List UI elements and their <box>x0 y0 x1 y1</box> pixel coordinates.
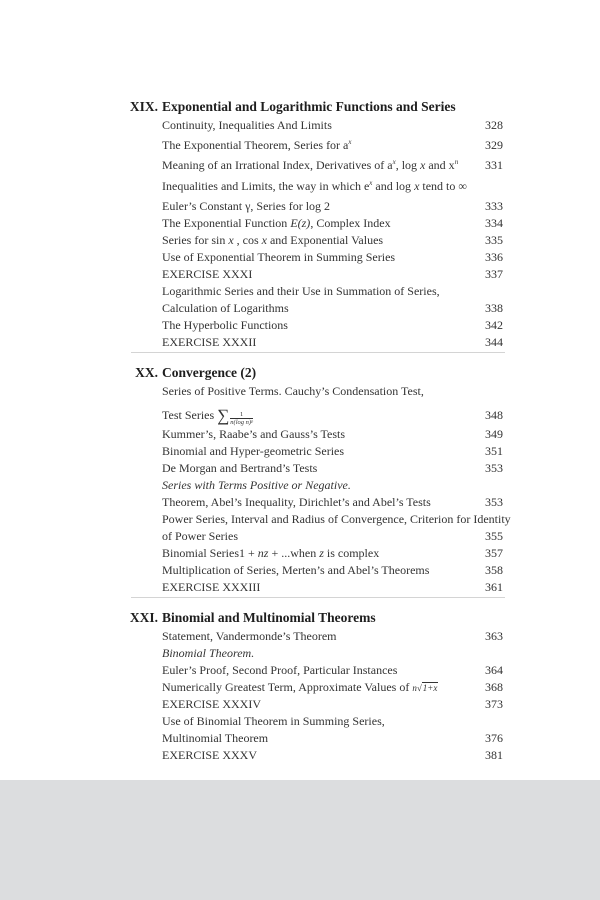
toc-entry[interactable] <box>162 137 503 154</box>
toc-entry[interactable] <box>162 426 503 443</box>
entry-title: Use of Binomial Theorem in Summing Series, <box>162 714 385 728</box>
entry-page: 333 <box>485 199 503 213</box>
entry-title: Series for sin x , cos x and Exponential Values <box>162 233 384 247</box>
entry-title: EXERCISE XXXIII <box>162 580 261 594</box>
toc-entry[interactable] <box>162 713 503 730</box>
entry-title: The Hyperbolic Functions <box>162 318 288 332</box>
entry-page: 328 <box>485 118 503 132</box>
entry-page: 355 <box>485 529 503 543</box>
entry-title: Multinomial Theorem <box>162 731 269 745</box>
toc-entry[interactable] <box>162 747 503 764</box>
entry-title: Logarithmic Series and their Use in Summation of Series, <box>162 284 440 298</box>
radical-expression: n√1+x <box>412 683 438 693</box>
entry-page: 376 <box>485 731 503 745</box>
entry-title: Series of Positive Terms. Cauchy’s Condensation Test, <box>162 384 424 398</box>
toc-entry[interactable] <box>162 730 503 747</box>
entry-page: 337 <box>485 267 503 281</box>
entry-page: 336 <box>485 250 503 264</box>
entry-page: 353 <box>485 495 503 509</box>
entry-title: Calculation of Logarithms <box>162 301 289 315</box>
entry-page: 334 <box>485 216 503 230</box>
entry-page: 335 <box>485 233 503 247</box>
entry-title: Continuity, Inequalities And Limits <box>162 118 332 132</box>
entry-page: 357 <box>485 546 503 560</box>
entry-page: 338 <box>485 301 503 315</box>
chapter-title: Convergence (2) <box>162 365 257 380</box>
toc-entry[interactable] <box>162 215 503 232</box>
toc-entry[interactable] <box>162 562 503 579</box>
viewer-background <box>0 780 600 900</box>
entry-page: 381 <box>485 748 503 762</box>
entry-page: 344 <box>485 335 503 349</box>
chapter-number: XXI. <box>129 610 158 625</box>
summation-symbol: ∑ <box>217 406 230 425</box>
toc-entry[interactable] <box>162 266 503 283</box>
toc-entry[interactable] <box>162 317 503 334</box>
entry-title: Binomial Theorem. <box>162 646 255 660</box>
toc-entry[interactable] <box>162 679 503 696</box>
entry-page: 364 <box>485 663 503 677</box>
toc-entry[interactable] <box>162 300 503 317</box>
toc-entry[interactable] <box>162 511 511 528</box>
toc-entry[interactable] <box>162 528 503 545</box>
entry-page: 361 <box>485 580 503 594</box>
entry-page: 342 <box>485 318 503 332</box>
toc-entry[interactable] <box>162 443 503 460</box>
entry-title: Numerically Greatest Term, Approximate Values of n√1+x <box>162 680 438 694</box>
entry-title: Euler’s Constant γ, Series for log 2 <box>162 199 331 213</box>
toc-entry[interactable] <box>162 696 503 713</box>
entry-title: EXERCISE XXXI <box>162 267 253 281</box>
entry-page: 373 <box>485 697 503 711</box>
toc-entry[interactable] <box>162 334 503 351</box>
entry-title: EXERCISE XXXII <box>162 335 257 349</box>
chapter-heading-xxi <box>0 610 600 630</box>
chapter-number: XIX. <box>129 99 158 114</box>
toc-entry[interactable] <box>162 579 503 596</box>
entry-title: Statement, Vandermonde’s Theorem <box>162 629 337 643</box>
toc-entry[interactable] <box>162 460 503 477</box>
entry-title: EXERCISE XXXV <box>162 748 257 762</box>
chapter-number: XX. <box>135 365 158 380</box>
toc-entry[interactable] <box>162 249 503 266</box>
toc-entry[interactable] <box>162 283 503 300</box>
chapter-divider <box>131 352 505 353</box>
chapter-divider <box>131 597 505 598</box>
toc-entry[interactable] <box>162 383 503 400</box>
toc-entry[interactable] <box>162 494 503 511</box>
chapter-title: Exponential and Logarithmic Functions and Series <box>162 99 456 114</box>
entry-title: Binomial Series1 + nz + ...when z is complex <box>162 546 380 560</box>
toc-entry[interactable] <box>162 117 503 134</box>
entry-page: 358 <box>485 563 503 577</box>
entry-page: 363 <box>485 629 503 643</box>
entry-title: The Exponential Theorem, Series for $a^x$ <box>162 138 352 152</box>
entry-page: 331 <box>485 158 503 172</box>
entry-title: Power Series, Interval and Radius of Convergence, Criterion for Identity <box>162 512 511 526</box>
entry-page: 351 <box>485 444 503 458</box>
fraction: $\frac{1}{\text{n(log n)ᵖ}}$ <box>230 411 253 426</box>
chapter-heading-xx <box>0 365 600 385</box>
entry-title: EXERCISE XXXIV <box>162 697 261 711</box>
entry-title: Test Series ∑ $\frac{1}{\text{n(log n)ᵖ}}$ <box>162 406 253 426</box>
toc-entry[interactable] <box>162 232 503 249</box>
entry-title: Euler’s Proof, Second Proof, Particular Instances <box>162 663 398 677</box>
entry-title: De Morgan and Bertrand’s Tests <box>162 461 318 475</box>
entry-title: Kummer’s, Raabe’s and Gauss’s Tests <box>162 427 346 441</box>
toc-subheading <box>162 477 503 494</box>
entry-title: Binomial and Hyper-geometric Series <box>162 444 345 458</box>
toc-subheading <box>162 645 503 662</box>
entry-title: Multiplication of Series, Merten’s and Abel’s Theorems <box>162 563 430 577</box>
entry-title: of Power Series <box>162 529 238 543</box>
entry-title: Meaning of an Irrational Index, Derivatives of $a^x$, log x and $x^n$ <box>162 158 459 172</box>
toc-entry[interactable] <box>162 662 503 679</box>
entry-title: Use of Exponential Theorem in Summing Series <box>162 250 396 264</box>
entry-title: Inequalities and Limits, the way in which $e^x$ and log x tend to ∞ <box>162 179 467 193</box>
chapter-heading-xix <box>0 99 600 119</box>
entry-title: Series with Terms Positive or Negative. <box>162 478 351 492</box>
entry-title: The Exponential Function E(z), Complex Index <box>162 216 391 230</box>
toc-entry[interactable] <box>162 628 503 645</box>
entry-title: Theorem, Abel’s Inequality, Dirichlet’s and Abel’s Tests <box>162 495 431 509</box>
toc-entry[interactable] <box>162 404 503 426</box>
entry-page: 368 <box>485 680 503 694</box>
chapter-title: Binomial and Multinomial Theorems <box>162 610 376 625</box>
toc-entry[interactable] <box>162 178 503 195</box>
toc-entry[interactable] <box>162 157 503 174</box>
entry-page: 353 <box>485 461 503 475</box>
entry-page: 349 <box>485 427 503 441</box>
toc-entry[interactable] <box>162 545 503 562</box>
entry-page: 348 <box>485 408 503 422</box>
toc-entry[interactable] <box>162 198 503 215</box>
entry-page: 329 <box>485 138 503 152</box>
